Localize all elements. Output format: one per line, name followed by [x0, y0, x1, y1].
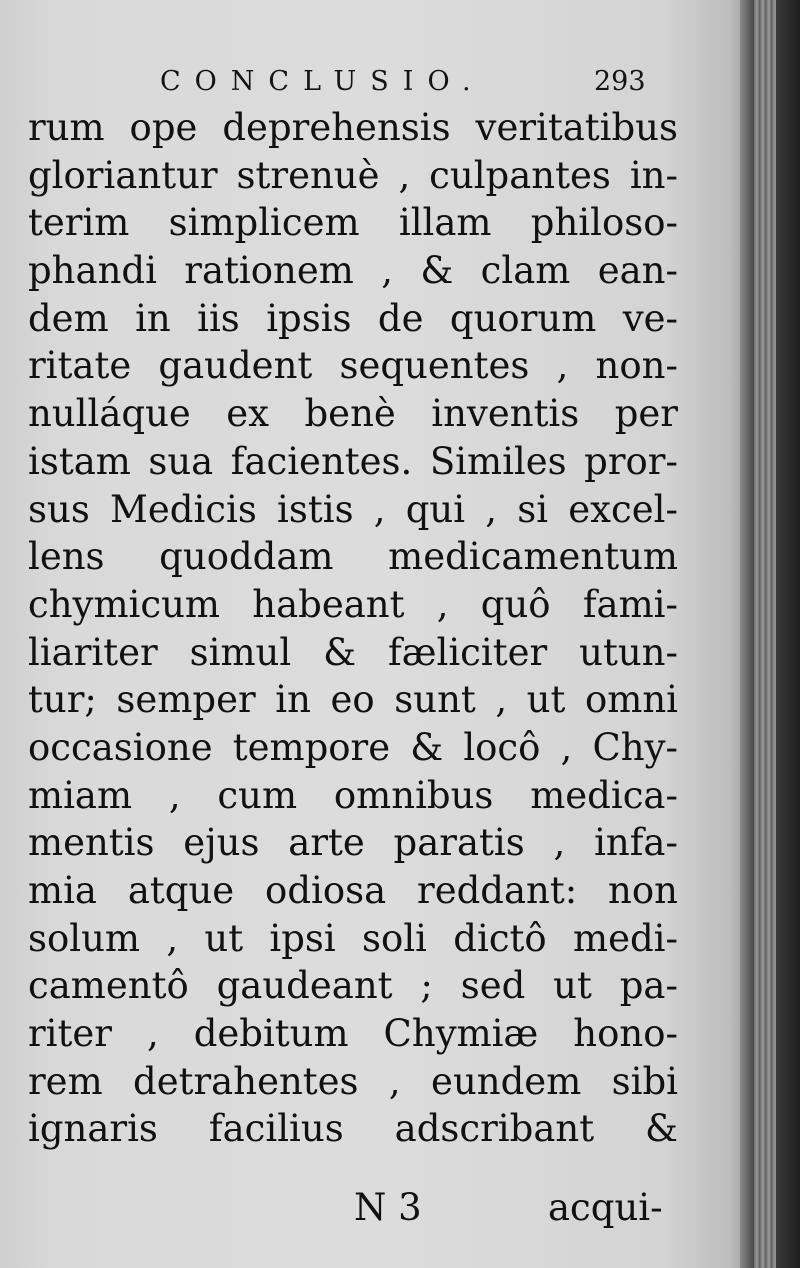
- text-line: rem detrahentes , eundem sibi: [28, 1059, 678, 1103]
- body-text: [28, 104, 678, 1153]
- running-title: CONCLUSIO.: [160, 66, 485, 97]
- text-line: lens quoddam medicamentum: [28, 535, 678, 579]
- text-line: istam sua facientes. Similes pror-: [28, 439, 678, 483]
- text-line: ritate gaudent sequentes , non-: [28, 344, 678, 388]
- text-line: mia atque odiosa reddant: non: [28, 869, 678, 912]
- page-gutter-shadow: [740, 0, 754, 1268]
- text-line: occasione tempore & locô , Chy-: [28, 725, 678, 769]
- page-number: 293: [594, 66, 646, 97]
- text-line: rum ope deprehensis veritatibus: [28, 106, 678, 149]
- text-line: dem in iis ipsis de quorum ve-: [28, 296, 678, 340]
- text-line: nulláque ex benè inventis per: [28, 392, 678, 436]
- signature-mark: N 3: [354, 1186, 422, 1229]
- text-line: mentis ejus arte paratis , infa-: [28, 821, 678, 865]
- book-fore-edge: [754, 0, 776, 1268]
- text-line: miam , cum omnibus medica-: [28, 773, 678, 817]
- text-line: ignaris facilius adscribant &: [28, 1107, 678, 1151]
- text-line: gloriantur strenuè , culpantes in-: [28, 153, 678, 197]
- text-line: phandi rationem , & clam ean-: [28, 249, 678, 293]
- text-line: terim simplicem illam philoso-: [28, 201, 678, 245]
- book-binding-edge: [776, 0, 800, 1268]
- text-line: sus Medicis istis , qui , si excel-: [28, 487, 678, 531]
- text-line: tur; semper in eo sunt , ut omni: [28, 678, 678, 722]
- text-line: solum , ut ipsi soli dictô medi-: [28, 916, 678, 960]
- text-line: chymicum habeant , quô fami-: [28, 582, 678, 626]
- catchword: acqui-: [548, 1186, 663, 1229]
- text-line: liariter simul & fæliciter utun-: [28, 630, 678, 674]
- text-line: riter , debitum Chymiæ hono-: [28, 1012, 678, 1056]
- text-line: camentô gaudeant ; sed ut pa-: [28, 964, 678, 1008]
